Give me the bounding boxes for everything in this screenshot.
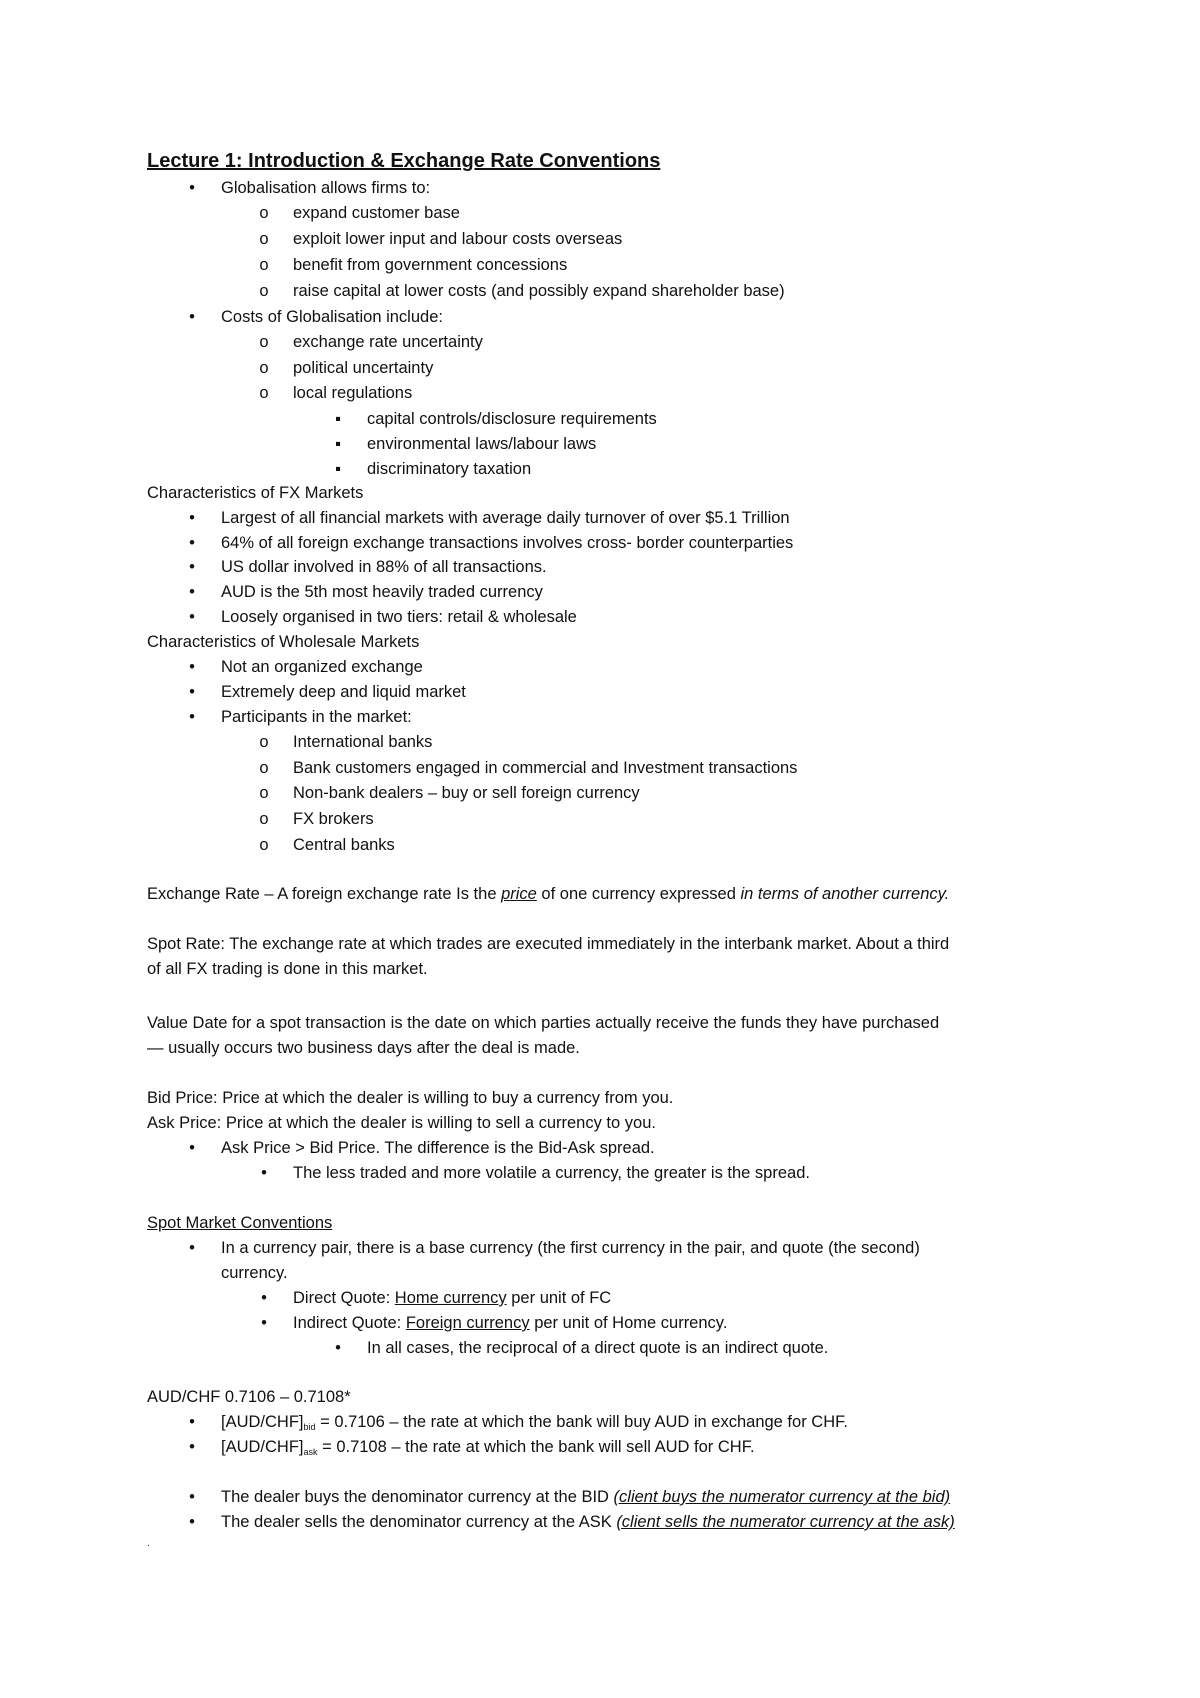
page-title: Lecture 1: Introduction & Exchange Rate Conventions <box>147 150 661 172</box>
list-item: • The less traded and more volatile a currency, the greater is the spread. <box>261 1164 810 1182</box>
list-item: o exchange rate uncertainty <box>259 333 483 351</box>
list-item: • Ask Price > Bid Price. The difference is the Bid-Ask spread. <box>189 1139 655 1157</box>
list-item: • Not an organized exchange <box>189 658 423 676</box>
list-item: o International banks <box>259 733 433 751</box>
section-heading: Characteristics of Wholesale Markets <box>147 633 420 651</box>
list-item: • In a currency pair, there is a base currency (the first currency in the pair, and quote (the second) <box>189 1239 920 1257</box>
paragraph-value-date: Value Date for a spot transaction is the date on which parties actually receive the funds they have purchased <box>147 1014 940 1032</box>
list-item: ▪ capital controls/disclosure requirements <box>335 410 657 428</box>
list-item: • Extremely deep and liquid market <box>189 683 466 701</box>
list-item: • Direct Quote: Home currency per unit of FC <box>261 1289 612 1307</box>
list-item: • $[AUD/CHF]_{bid} = 0.7106$ – the rate at which the bank will buy AUD in exchange for CHF. <box>189 1413 848 1432</box>
paragraph-value-date-cont: — usually occurs two business days after the deal is made. <box>147 1039 580 1057</box>
list-item: o local regulations <box>259 384 413 402</box>
list-item: ▪ discriminatory taxation <box>335 460 532 478</box>
list-item: o Non-bank dealers – buy or sell foreign currency <box>259 784 640 802</box>
list-item: o Bank customers engaged in commercial and Investment transactions <box>259 759 798 777</box>
list-item: • Indirect Quote: Foreign currency per unit of Home currency. <box>261 1314 728 1332</box>
list-item: • AUD is the 5th most heavily traded currency <box>189 583 543 601</box>
list-item: • The dealer sells the denominator currency at the ASK (client sells the numerator currency at the ask) <box>189 1513 955 1531</box>
section-heading: Characteristics of FX Markets <box>147 484 364 502</box>
paragraph-spot-rate-cont: of all FX trading is done in this market. <box>147 960 428 978</box>
list-item: o expand customer base <box>259 204 460 222</box>
list-item: o raise capital at lower costs (and possibly expand shareholder base) <box>259 282 785 300</box>
list-item: • Largest of all financial markets with average daily turnover of over $5.1 Trillion <box>189 509 790 527</box>
list-item: • Participants in the market: <box>189 708 412 726</box>
list-item: • Costs of Globalisation include: <box>189 308 443 326</box>
list-item: • Loosely organised in two tiers: retail & wholesale <box>189 608 577 626</box>
paragraph-spot-rate: Spot Rate: The exchange rate at which trades are executed immediately in the interbank market. About a third <box>147 935 950 953</box>
quote-example: AUD/CHF 0.7106 – 0.7108* <box>147 1388 351 1406</box>
list-item-cont: currency. <box>221 1264 288 1282</box>
list-item: o exploit lower input and labour costs overseas <box>259 230 623 248</box>
list-item: ▪ environmental laws/labour laws <box>335 435 597 453</box>
paragraph-exchange-rate: Exchange Rate – A foreign exchange rate Is the price of one currency expressed in terms of another currency. <box>147 885 950 903</box>
list-item: o benefit from government concessions <box>259 256 568 274</box>
list-item: • Globalisation allows firms to: <box>189 179 431 197</box>
list-item: • $[AUD/CHF]_{ask} = 0.7108$ – the rate at which the bank will sell AUD for CHF. <box>189 1438 755 1457</box>
list-item: • 64% of all foreign exchange transactions involves cross- border counterparties <box>189 534 794 552</box>
list-item: • The dealer buys the denominator currency at the BID (client buys the numerator currency at the bid) <box>189 1488 951 1506</box>
list-item: o FX brokers <box>259 810 374 828</box>
bid-price-definition: Bid Price: Price at which the dealer is willing to buy a currency from you. <box>147 1089 674 1107</box>
section-heading: Spot Market Conventions <box>147 1214 333 1232</box>
list-item: • US dollar involved in 88% of all transactions. <box>189 558 547 576</box>
list-item: o political uncertainty <box>259 359 434 377</box>
ask-price-definition: Ask Price: Price at which the dealer is willing to sell a currency to you. <box>147 1114 656 1132</box>
end-mark: . <box>147 1538 150 1549</box>
list-item: • In all cases, the reciprocal of a direct quote is an indirect quote. <box>335 1339 829 1357</box>
list-item: o Central banks <box>259 836 395 854</box>
